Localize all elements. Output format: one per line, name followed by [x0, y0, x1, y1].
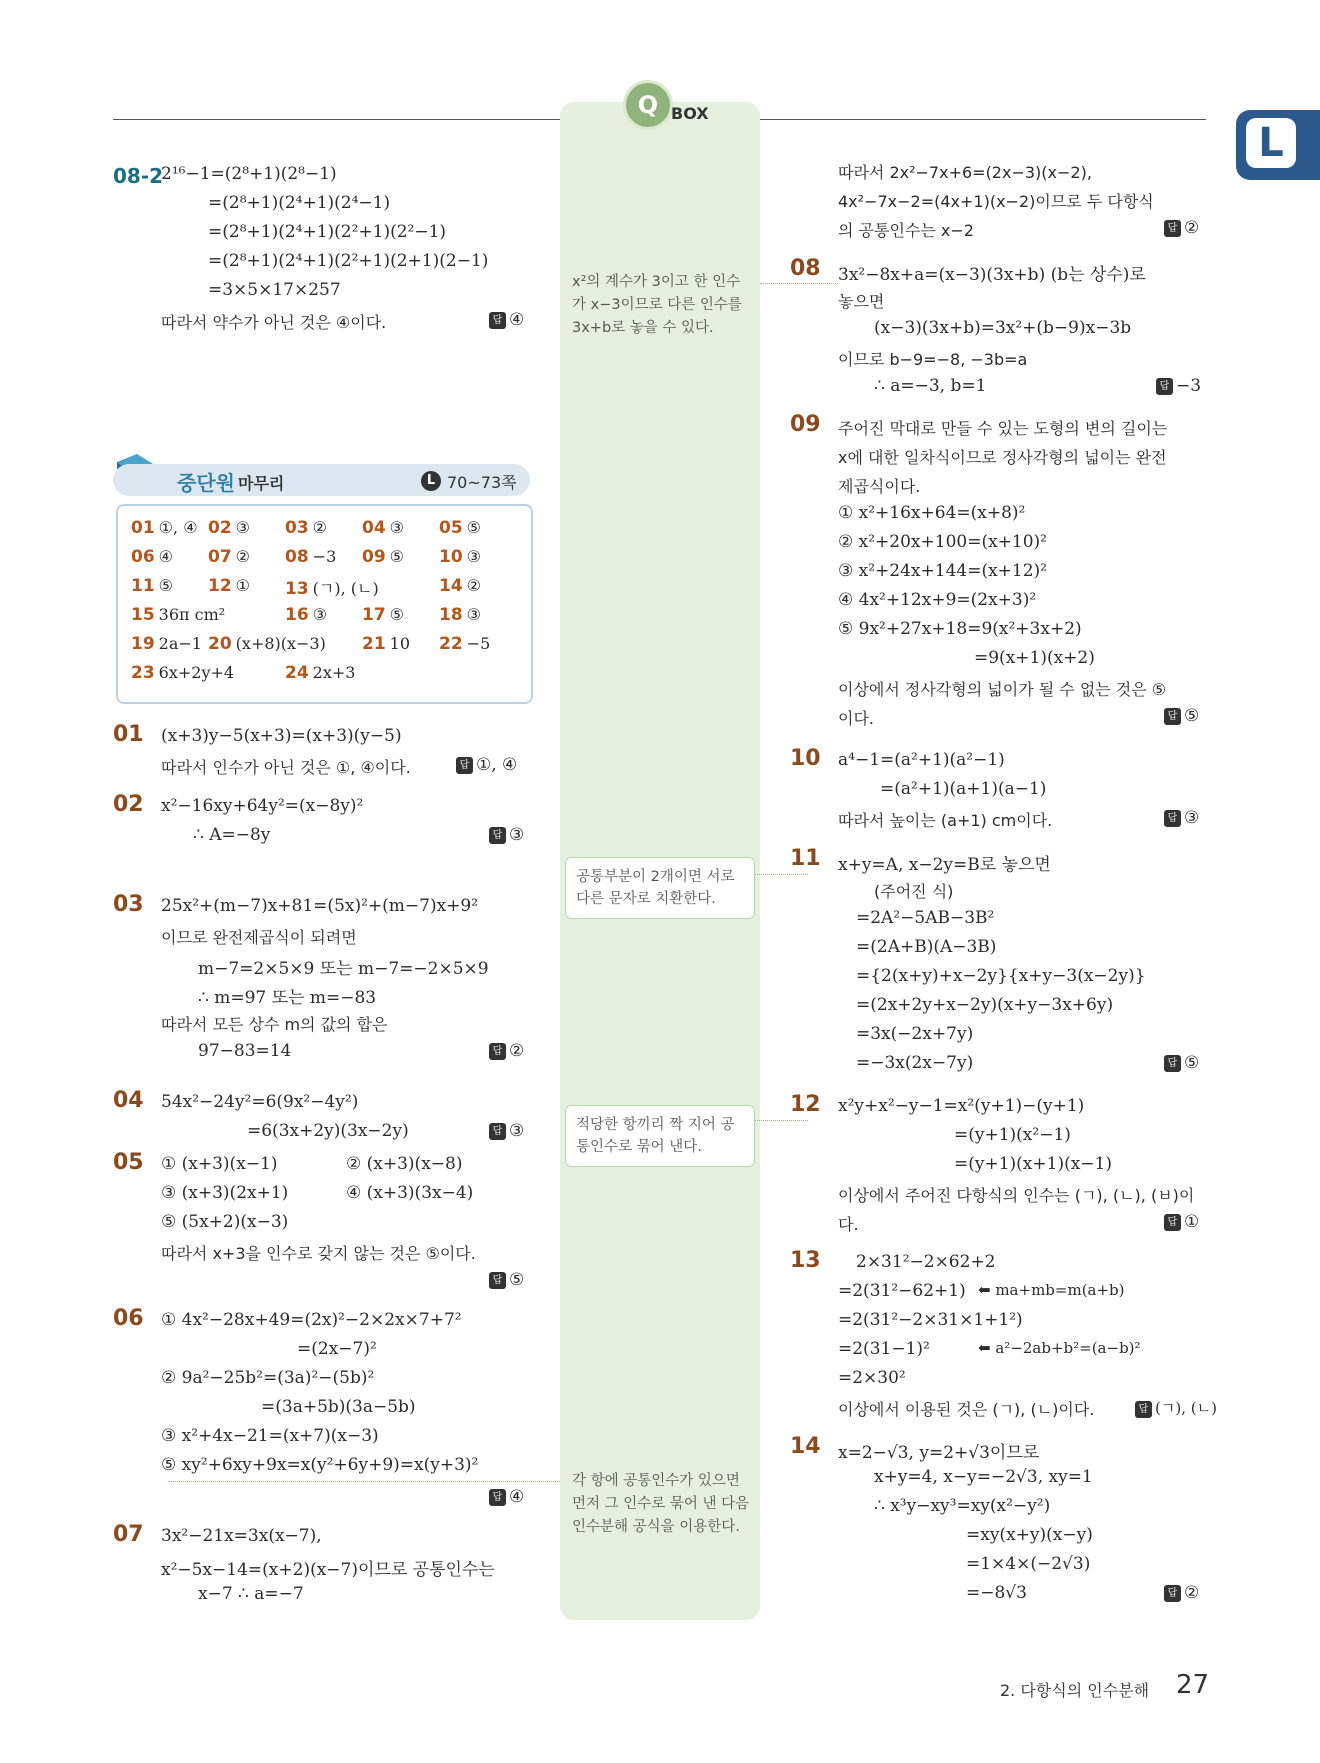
- solution-line: ① 4x²−28x+49=(2x)²−2×2x×7+7²: [161, 1310, 462, 1330]
- formula-hint: ⬅ a²−2ab+b²=(a−b)²: [978, 1339, 1141, 1357]
- section-title: 중단원: [177, 471, 235, 495]
- solution-line: x+y=4, x−y=−2√3, xy=1: [874, 1467, 1093, 1487]
- solution-line: ⑤ 9x²+27x+18=9(x²+3x+2): [838, 619, 1082, 639]
- solution-line: =2×30²: [838, 1368, 906, 1388]
- note-connector: [168, 1481, 560, 1482]
- solution-line: =9(x+1)(x+2): [974, 648, 1095, 668]
- answer-key-item: 09 ⑤: [362, 547, 405, 567]
- solution-line: 3x²−21x=3x(x−7),: [161, 1526, 322, 1546]
- answer-mark: 답 ④: [489, 1487, 524, 1507]
- solution-line: =1×4×(−2√3): [966, 1554, 1091, 1574]
- problem-number: 01: [113, 722, 144, 747]
- solution-line: =(2⁸+1)(2⁴+1)(2⁴−1): [208, 193, 391, 213]
- solution-line: ∴ x³y−xy³=xy(x²−y²): [874, 1496, 1051, 1516]
- solution-line: 이므로 b−9=−8, −3b=a: [838, 350, 1028, 369]
- solution-line: 25x²+(m−7)x+81=(5x)²+(m−7)x+9²: [161, 896, 479, 916]
- answer-mark: 답 ②: [1164, 1583, 1199, 1603]
- solution-line: ② 9a²−25b²=(3a)²−(5b)²: [161, 1368, 375, 1388]
- answer-key-item: 04 ③: [362, 518, 405, 538]
- solution-line: =−3x(2x−7y): [856, 1053, 974, 1073]
- answer-key-item: 13 (ㄱ), (ㄴ): [285, 579, 379, 599]
- solution-line: 의 공통인수는 x−2: [838, 221, 974, 240]
- answer-key-item: 15 36π cm²: [131, 605, 226, 625]
- answer-key-item: 22 −5: [439, 634, 491, 654]
- answer-key-item: 16 ③: [285, 605, 328, 625]
- qbox-badge: Q: [623, 80, 673, 130]
- answer-mark: 답 ③: [489, 825, 524, 845]
- answer-key-item: 02 ③: [208, 518, 251, 538]
- solution-line: ={2(x+y)+x−2y}{x+y−3(x−2y)}: [856, 966, 1146, 986]
- solution-line: x=2−√3, y=2+√3이므로: [838, 1443, 1040, 1463]
- solution-line: 따라서 모든 상수 m의 값의 합은: [161, 1015, 388, 1034]
- problem-number: 14: [790, 1434, 821, 1459]
- solution-line: m−7=2×5×9 또는 m−7=−2×5×9: [198, 959, 489, 979]
- solution-line: 2¹⁶−1=(2⁸+1)(2⁸−1): [161, 164, 337, 184]
- solution-line: 제곱식이다.: [838, 477, 921, 496]
- solution-line: ③ x²+24x+144=(x+12)²: [838, 561, 1047, 581]
- answer-mark: 답 −3: [1156, 376, 1201, 396]
- solution-line: =(2x−7)²: [297, 1339, 377, 1359]
- solution-line: ∴ A=−8y: [193, 825, 271, 845]
- solution-line: ⑤ (5x+2)(x−3): [161, 1212, 289, 1232]
- solution-line: =3×5×17×257: [208, 280, 341, 300]
- top-rule-left: [113, 119, 560, 120]
- solution-line: =2A²−5AB−3B²: [856, 908, 995, 928]
- solution-line: =(2A+B)(A−3B): [856, 937, 997, 957]
- answer-key-item: 10 ③: [439, 547, 482, 567]
- problem-number: 13: [790, 1248, 821, 1273]
- note-connector: [755, 874, 808, 875]
- solution-line: ④ (x+3)(3x−4): [346, 1183, 474, 1203]
- solution-line: =(a²+1)(a+1)(a−1): [880, 779, 1047, 799]
- answer-key-item: 18 ③: [439, 605, 482, 625]
- solution-line: x에 대한 일차식이므로 정사각형의 넓이는 완전: [838, 448, 1167, 467]
- answer-key-item: 01 ①, ④: [131, 518, 198, 538]
- answer-icon: 답: [489, 312, 506, 329]
- problem-number: 03: [113, 892, 144, 917]
- answer-key-item: 06 ④: [131, 547, 174, 567]
- answer-icon: 답: [1164, 220, 1181, 237]
- solution-line: 따라서 약수가 아닌 것은 ④이다.: [161, 313, 387, 332]
- solution-line: x+y=A, x−2y=B로 놓으면: [838, 855, 1051, 875]
- note-connector: [755, 1120, 808, 1121]
- answer-mark: 답 ④: [489, 310, 524, 330]
- answer-icon: 답: [1164, 1214, 1181, 1231]
- solution-line: ④ 4x²+12x+9=(2x+3)²: [838, 590, 1037, 610]
- solution-line: 따라서 높이는 (a+1) cm이다.: [838, 811, 1053, 830]
- answer-key-item: 08 −3: [285, 547, 337, 567]
- solution-line: 주어진 막대로 만들 수 있는 도형의 변의 길이는: [838, 419, 1168, 438]
- problem-number: 11: [790, 846, 821, 871]
- answer-key-item: 19 2a−1: [131, 634, 202, 654]
- answer-key-item: 07 ②: [208, 547, 251, 567]
- solution-line: 이므로 완전제곱식이 되려면: [161, 928, 357, 947]
- solution-line: 이상에서 이용된 것은 (ㄱ), (ㄴ)이다.: [838, 1400, 1095, 1419]
- solution-line: x²−5x−14=(x+2)(x−7)이므로 공통인수는: [161, 1560, 495, 1580]
- answer-key-item: 20 (x+8)(x−3): [208, 634, 326, 654]
- solution-line: x−7 ∴ a=−7: [198, 1584, 304, 1604]
- answer-key-item: 21 10: [362, 634, 411, 654]
- answer-icon: 답: [1164, 1055, 1181, 1072]
- note-connector: [760, 283, 838, 284]
- solution-line: =(2⁸+1)(2⁴+1)(2²+1)(2²−1): [208, 222, 447, 242]
- solution-line: ∴ a=−3, b=1: [874, 376, 987, 396]
- qbox-note: 공통부분이 2개이면 서로 다른 문자로 치환한다.: [565, 857, 755, 919]
- solution-line: 54x²−24y²=6(9x²−4y²): [161, 1092, 359, 1112]
- solution-line: 놓으면: [838, 292, 885, 311]
- solution-line: 따라서 인수가 아닌 것은 ①, ④이다.: [161, 758, 411, 777]
- solution-line: =6(3x+2y)(3x−2y): [247, 1121, 409, 1141]
- solution-line: =2(31−1)²: [838, 1339, 930, 1359]
- problem-number: 05: [113, 1150, 144, 1175]
- answer-mark: 답 ③: [489, 1121, 524, 1141]
- chapter-tab-icon: L: [1246, 118, 1296, 168]
- answer-icon: 답: [489, 1043, 506, 1060]
- problem-number: 02: [113, 792, 144, 817]
- problem-number: 04: [113, 1088, 144, 1113]
- problem-number: 12: [790, 1092, 821, 1117]
- problem-number: 08: [790, 256, 821, 281]
- solution-line: =2(31²−62+1): [838, 1281, 966, 1301]
- solution-line: 따라서 x+3을 인수로 갖지 않는 것은 ⑤이다.: [161, 1244, 476, 1263]
- problem-number: 09: [790, 412, 821, 437]
- answer-key-item: 11 ⑤: [131, 576, 174, 596]
- problem-number: 06: [113, 1306, 144, 1331]
- solution-line: =(3a+5b)(3a−5b): [261, 1397, 416, 1417]
- answer-mark: 답 ⑤: [1164, 706, 1199, 726]
- problem-number: 07: [113, 1522, 144, 1547]
- solution-line: ③ x²+4x−21=(x+7)(x−3): [161, 1426, 379, 1446]
- solution-line: 3x²−8x+a=(x−3)(3x+b) (b는 상수)로: [838, 265, 1146, 285]
- top-rule-right: [760, 119, 1206, 120]
- solution-line: ② (x+3)(x−8): [346, 1154, 463, 1174]
- qbox-note: x²의 계수가 3이고 한 인수가 x−3이므로 다른 인수를 3x+b로 놓을 수 있다.: [572, 274, 742, 336]
- answer-mark: 답 ②: [489, 1041, 524, 1061]
- solution-line: =3x(−2x+7y): [856, 1024, 974, 1044]
- solution-line: =(y+1)(x²−1): [954, 1125, 1071, 1145]
- solution-line: 2×31²−2×62+2: [856, 1252, 996, 1272]
- problem-number: 08-2: [113, 164, 164, 188]
- answer-icon: 답: [1164, 708, 1181, 725]
- answer-icon: 답: [489, 1272, 506, 1289]
- answer-key-item: 03 ②: [285, 518, 328, 538]
- answer-key-item: 14 ②: [439, 576, 482, 596]
- solution-line: ② x²+20x+100=(x+10)²: [838, 532, 1047, 552]
- solution-line: 이상에서 주어진 다항식의 인수는 (ㄱ), (ㄴ), (ㅂ)이: [838, 1186, 1195, 1205]
- solution-line: =xy(x+y)(x−y): [966, 1525, 1093, 1545]
- solution-line: =−8√3: [966, 1583, 1027, 1603]
- solution-line: =(2x+2y+x−2y)(x+y−3x+6y): [856, 995, 1114, 1015]
- qbox-note: 각 항에 공통인수가 있으면 먼저 그 인수로 묶어 낸 다음 인수분해 공식을 이용한다.: [572, 1473, 750, 1535]
- answer-icon: 답: [489, 1123, 506, 1140]
- answer-mark: 답 ⑤: [1164, 1053, 1199, 1073]
- solution-line: ① x²+16x+64=(x+8)²: [838, 503, 1026, 523]
- solution-line: =(y+1)(x+1)(x−1): [954, 1154, 1112, 1174]
- qbox-note: 적당한 항끼리 짝 지어 공통인수로 묶어 낸다.: [565, 1105, 755, 1167]
- solution-line: 97−83=14: [198, 1041, 292, 1061]
- solution-line: =2(31²−2×31×1+1²): [838, 1310, 1023, 1330]
- solution-line: x²−16xy+64y²=(x−8y)²: [161, 796, 364, 816]
- solution-line: (주어진 식): [874, 882, 954, 901]
- answer-key-item: 17 ⑤: [362, 605, 405, 625]
- solution-line: ③ (x+3)(2x+1): [161, 1183, 289, 1203]
- solution-line: 이다.: [838, 709, 874, 728]
- answer-icon: 답: [489, 827, 506, 844]
- qbox-label: BOX: [671, 104, 709, 123]
- answer-mark: 답 (ㄱ), (ㄴ): [1135, 1397, 1217, 1418]
- answer-mark: 답 ①, ④: [456, 755, 517, 775]
- solution-line: ① (x+3)(x−1): [161, 1154, 278, 1174]
- solution-line: (x+3)y−5(x+3)=(x+3)(y−5): [161, 726, 402, 746]
- answer-key-item: 23 6x+2y+4: [131, 663, 235, 683]
- answer-key-item: 12 ①: [208, 576, 251, 596]
- solution-line: 다.: [838, 1215, 859, 1234]
- answer-key-item: 24 2x+3: [285, 663, 356, 683]
- answer-icon: 답: [1164, 1585, 1181, 1602]
- answer-mark: 답 ⑤: [489, 1270, 524, 1290]
- page-ref-icon: L: [421, 471, 441, 491]
- answer-mark: 답 ③: [1164, 808, 1199, 828]
- answer-key-item: 05 ⑤: [439, 518, 482, 538]
- chapter-footer: 2. 다항식의 인수분해: [1000, 1681, 1150, 1700]
- answer-mark: 답 ①: [1164, 1212, 1199, 1232]
- solution-line: a⁴−1=(a²+1)(a²−1): [838, 750, 1005, 770]
- answer-icon: 답: [489, 1489, 506, 1506]
- solution-line: (x−3)(3x+b)=3x²+(b−9)x−3b: [874, 318, 1132, 338]
- solution-line: =(2⁸+1)(2⁴+1)(2²+1)(2+1)(2−1): [208, 251, 489, 271]
- section-pages: 70~73쪽: [447, 473, 517, 492]
- solution-line: x²y+x²−y−1=x²(y+1)−(y+1): [838, 1096, 1085, 1116]
- page-number: 27: [1176, 1670, 1210, 1700]
- problem-number: 10: [790, 746, 821, 771]
- solution-line: ∴ m=97 또는 m=−83: [198, 988, 377, 1008]
- formula-hint: ⬅ ma+mb=m(a+b): [978, 1281, 1125, 1299]
- answer-icon: 답: [456, 757, 473, 774]
- solution-line: 따라서 2x²−7x+6=(2x−3)(x−2),: [838, 163, 1092, 182]
- section-subtitle: 마무리: [238, 474, 285, 493]
- solution-line: ⑤ xy²+6xy+9x=x(y²+6y+9)=x(y+3)²: [161, 1455, 479, 1475]
- solution-line: 4x²−7x−2=(4x+1)(x−2)이므로 두 다항식: [838, 192, 1154, 211]
- answer-icon: 답: [1135, 1401, 1152, 1418]
- answer-icon: 답: [1156, 378, 1173, 395]
- answer-mark: 답 ②: [1164, 218, 1199, 238]
- solution-line: 이상에서 정사각형의 넓이가 될 수 없는 것은 ⑤: [838, 680, 1167, 699]
- answer-icon: 답: [1164, 810, 1181, 827]
